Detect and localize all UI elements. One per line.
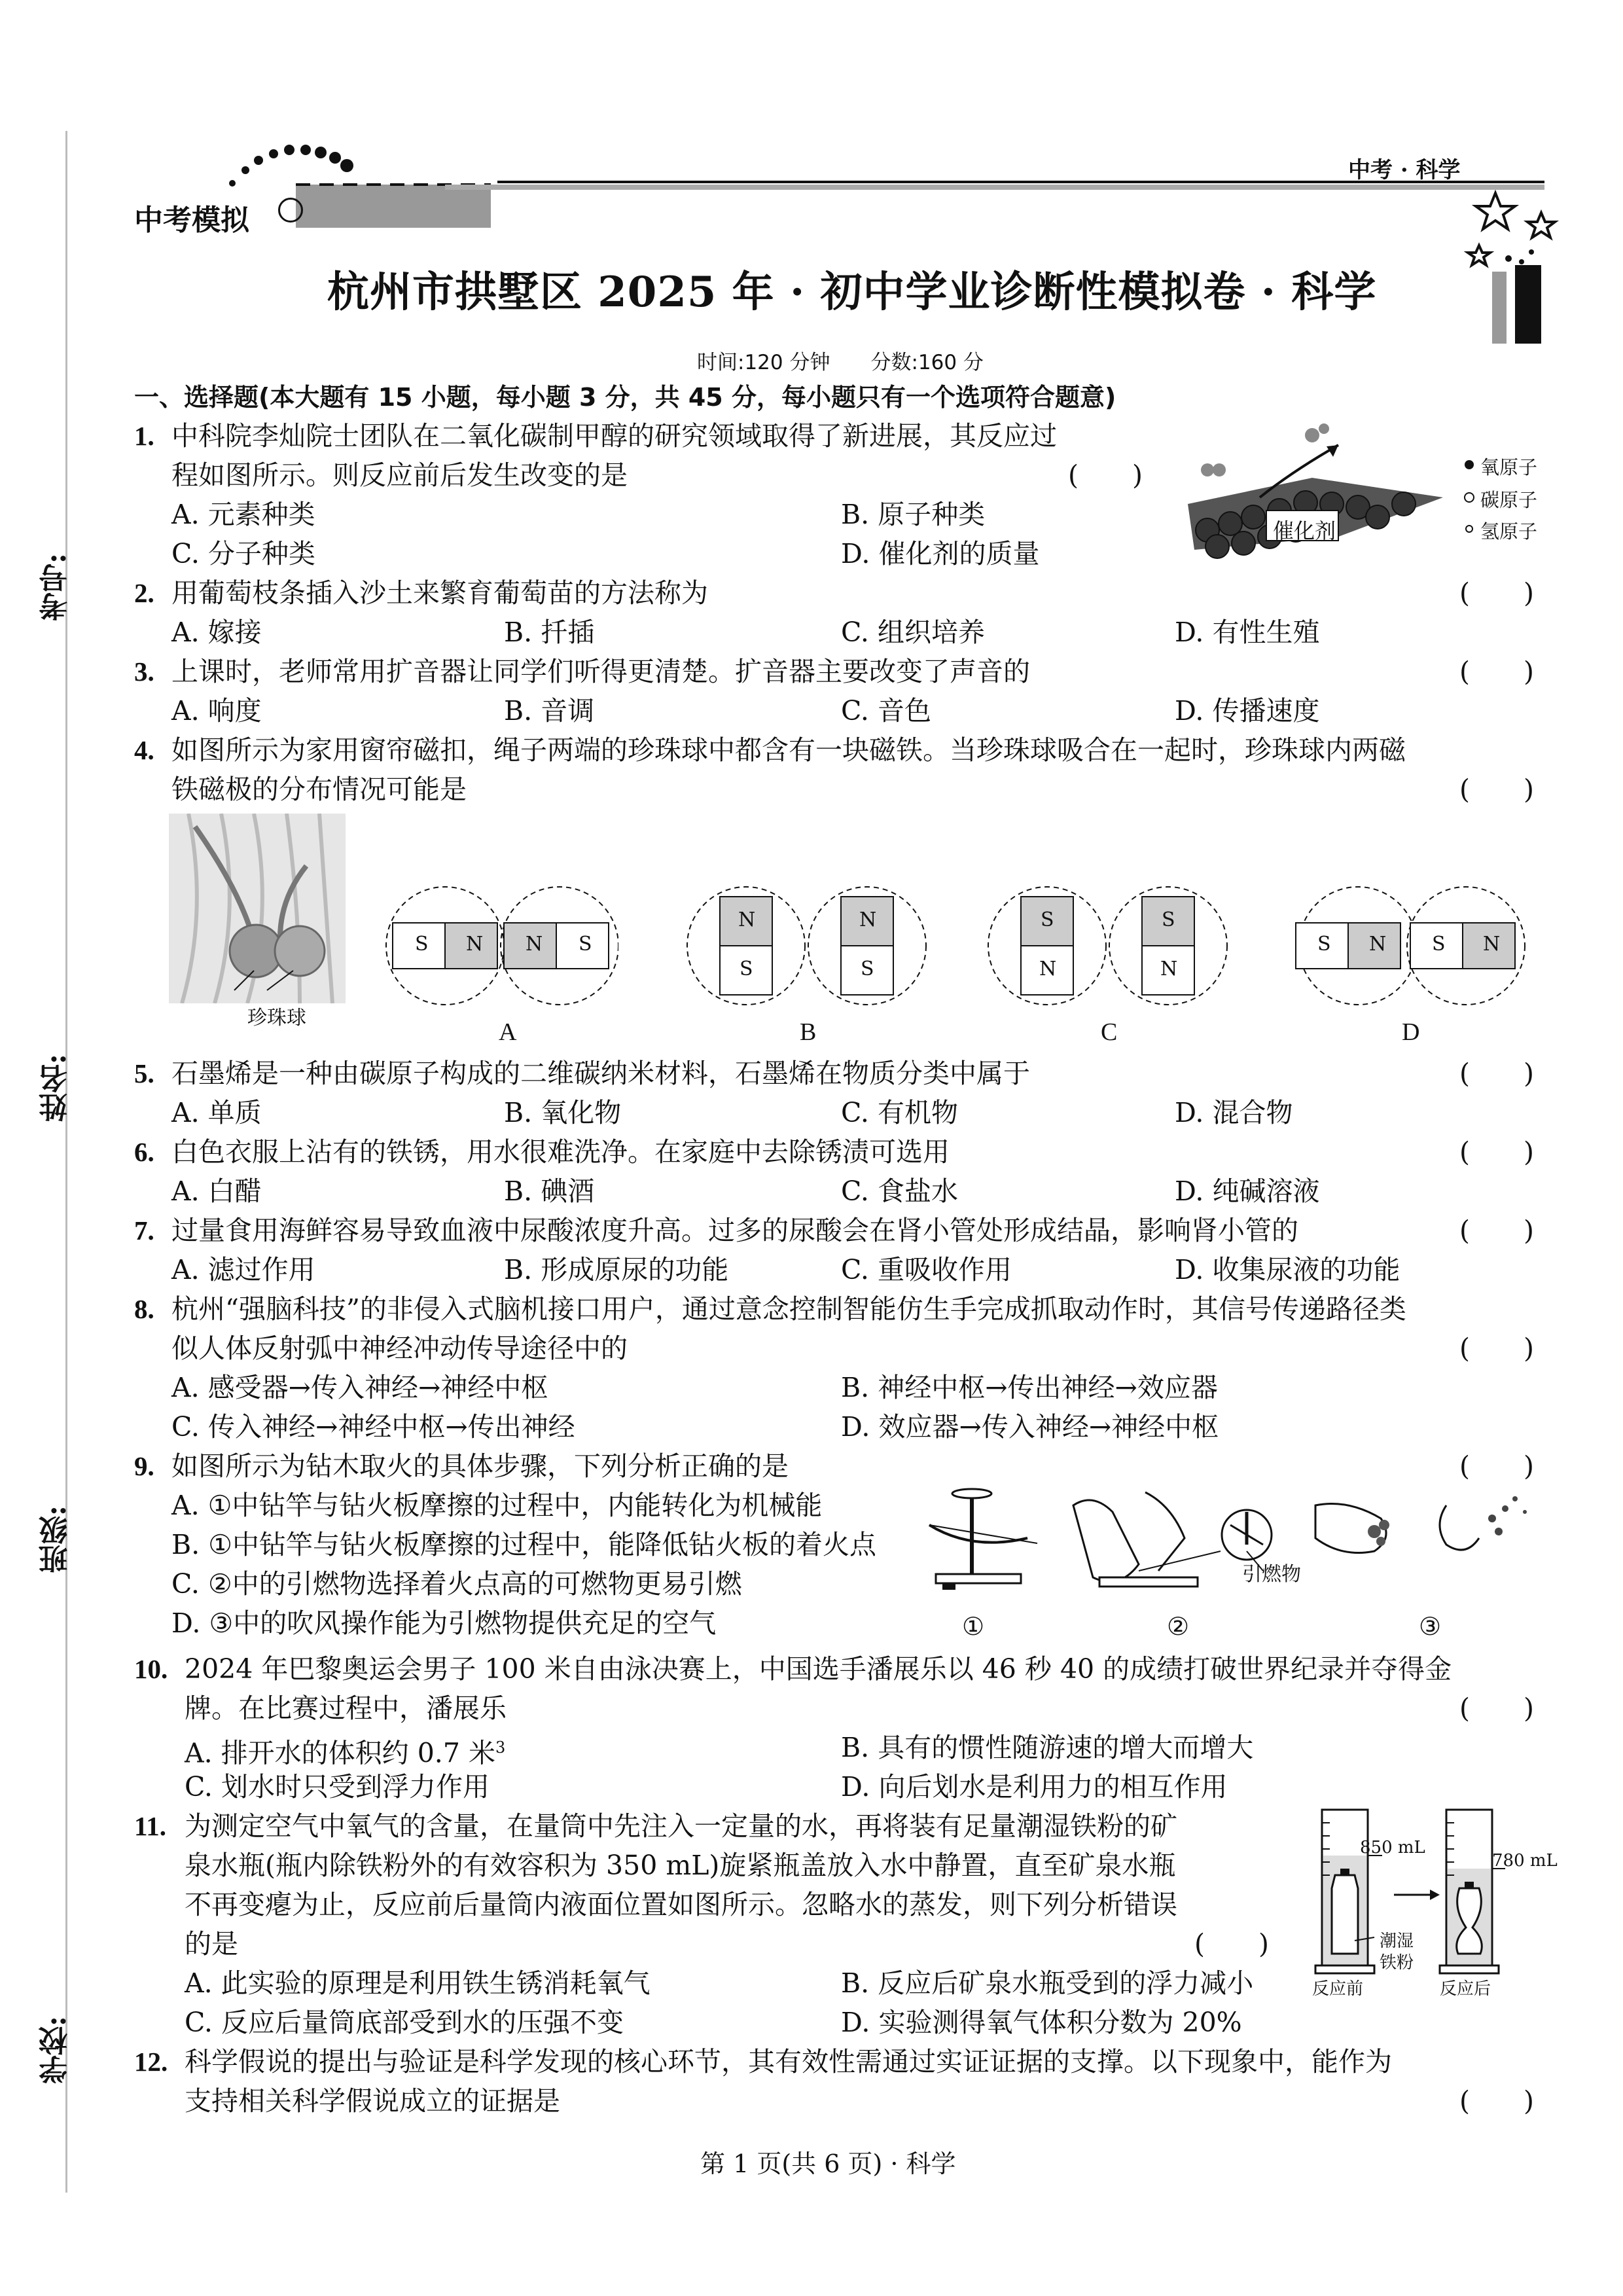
question-number: 3. (134, 656, 154, 687)
pole-label: S (1432, 933, 1446, 956)
pole-label: N (526, 933, 543, 956)
option-a-text: A. 排开水的体积约 0.7 米 (185, 1737, 495, 1769)
option-b[interactable]: B. 碘酒 (504, 1175, 595, 1207)
figure-label-d: D (1402, 1018, 1420, 1046)
option-d[interactable]: D. 有性生殖 (1175, 617, 1320, 648)
option-d[interactable]: D. 效应器→传入神经→神经中枢 (841, 1411, 1219, 1443)
header-tag-right: 中考 · 科学 (1348, 157, 1461, 183)
catalyst-label: 催化剂 (1273, 518, 1336, 543)
class-label: 班级: (39, 1505, 73, 1574)
option-d[interactable]: D. 向后划水是利用力的相互作用 (841, 1771, 1228, 1803)
section-heading: 一、选择题(本大题有 15 小题，每小题 3 分，共 45 分，每小题只有一个选项符合题意) (134, 383, 1116, 412)
option-b[interactable]: B. 原子种类 (841, 499, 986, 530)
option-d[interactable]: D. 催化剂的质量 (841, 538, 1040, 569)
answer-bracket[interactable]: ( ) (1459, 1215, 1534, 1246)
option-b[interactable]: B. 神经中枢→传出神经→效应器 (841, 1372, 1218, 1403)
volume-before: 850 mL (1360, 1838, 1425, 1857)
pole-label: S (1317, 933, 1331, 956)
curtain-photo (169, 814, 346, 1003)
option-b[interactable]: B. 氧化物 (504, 1097, 622, 1128)
header-top-rule-gray (445, 185, 1544, 190)
question-text: 上课时，老师常用扩音器让同学们听得更清楚。扩音器主要改变了声音的 (171, 656, 1030, 687)
legend-oxygen: 氧原子 (1480, 456, 1538, 478)
question-text: 石墨烯是一种由碳原子构成的二维碳纳米材料，石墨烯在物质分类中属于 (171, 1058, 1030, 1089)
option-b[interactable]: B. 形成原尿的功能 (504, 1254, 729, 1285)
magnet-figure-c (985, 880, 1234, 1011)
option-a[interactable]: A. 单质 (171, 1097, 262, 1128)
tinder-label: 引燃物 (1242, 1563, 1301, 1586)
legend-hydrogen: 氢原子 (1480, 520, 1538, 543)
catalyst-diagram (1181, 419, 1482, 576)
question-number: 10. (134, 1654, 168, 1684)
pearl-label: 珍珠球 (247, 1007, 306, 1030)
question-number: 12. (134, 2047, 168, 2077)
step-2-label: ② (1167, 1613, 1190, 1641)
option-a[interactable]: A. 滤过作用 (171, 1254, 315, 1285)
option-c[interactable]: C. 食盐水 (841, 1175, 958, 1207)
option-c[interactable]: C. 分子种类 (171, 538, 315, 569)
pole-label: N (1483, 933, 1501, 956)
stars-icon (1459, 187, 1564, 344)
answer-bracket[interactable]: ( ) (1459, 774, 1534, 805)
superscript: 3 (495, 1738, 506, 1757)
option-d[interactable]: D. ③中的吹风操作能为引燃物提供充足的空气 (171, 1607, 717, 1639)
figure-label-c: C (1101, 1018, 1118, 1046)
answer-bracket[interactable]: ( ) (1459, 1136, 1534, 1168)
question-text: 科学假说的提出与验证是科学发现的核心环节，其有效性需通过实证证据的支撑。以下现象中，能作为 (185, 2046, 1392, 2077)
question-text: 白色衣服上沾有的铁锈，用水很难洗净。在家庭中去除锈渍可选用 (171, 1136, 950, 1168)
answer-bracket[interactable]: ( ) (1459, 1333, 1534, 1364)
option-d[interactable]: D. 收集尿液的功能 (1175, 1254, 1400, 1285)
option-a[interactable]: A. 响度 (171, 695, 262, 726)
question-text: 用葡萄枝条插入沙土来繁育葡萄苗的方法称为 (171, 577, 708, 609)
answer-bracket[interactable]: ( ) (1068, 459, 1143, 491)
question-text: 为测定空气中氧气的含量，在量筒中先注入一定量的水，再将装有足量潮湿铁粉的矿 (185, 1810, 1177, 1842)
cylinder-figure (1309, 1797, 1558, 1993)
answer-bracket[interactable]: ( ) (1194, 1928, 1269, 1960)
question-text: 过量食用海鲜容易导致血液中尿酸浓度升高。过多的尿酸会在肾小管处形成结晶，影响肾小管的 (171, 1215, 1298, 1246)
answer-bracket[interactable]: ( ) (1459, 1058, 1534, 1089)
pole-label: S (861, 958, 874, 980)
answer-bracket[interactable]: ( ) (1459, 656, 1534, 687)
school-label: 学校: (39, 2016, 73, 2085)
time-score: 时间:120 分钟 分数:160 分 (697, 351, 984, 374)
pole-label: S (1041, 908, 1054, 931)
option-c[interactable]: C. 有机物 (841, 1097, 958, 1128)
option-c[interactable]: C. 划水时只受到浮力作用 (185, 1771, 490, 1803)
question-text: 牌。在比赛过程中，潘展乐 (185, 1693, 507, 1724)
pole-label: N (1160, 958, 1178, 980)
page-footer: 第 1 页(共 6 页) · 科学 (700, 2149, 956, 2178)
name-label: 姓名: (39, 1054, 73, 1122)
pole-label: S (415, 933, 429, 956)
option-b[interactable]: B. 音调 (504, 695, 595, 726)
question-number: 6. (134, 1137, 154, 1167)
question-number: 9. (134, 1451, 154, 1481)
magnet-figure-b (684, 880, 933, 1011)
option-c[interactable]: C. 反应后量筒底部受到水的压强不变 (185, 2007, 624, 2038)
question-number: 1. (134, 421, 154, 451)
header-tag-circle (278, 198, 303, 223)
option-a[interactable]: A. 感受器→传入神经→神经中枢 (171, 1372, 548, 1403)
option-a[interactable]: A. ①中钻竿与钻火板摩擦的过程中，内能转化为机械能 (171, 1490, 823, 1521)
option-c[interactable]: C. 重吸收作用 (841, 1254, 1012, 1285)
fire-drill-figure (923, 1479, 1551, 1610)
question-text: 杭州“强脑科技”的非侵入式脑机接口用户，通过意念控制智能仿生手完成抓取动作时，其信号传递路径类 (171, 1293, 1406, 1325)
question-number: 5. (134, 1058, 154, 1088)
iron-label-2: 铁粉 (1380, 1953, 1414, 1973)
pole-label: N (859, 908, 877, 931)
after-label: 反应后 (1440, 1979, 1491, 1999)
iron-label-1: 潮湿 (1380, 1931, 1414, 1951)
legend-carbon: 碳原子 (1480, 489, 1538, 511)
header-tag-left: 中考模拟 (134, 204, 249, 237)
question-number: 4. (134, 735, 154, 765)
pole-label: N (1039, 958, 1057, 980)
answer-bracket[interactable]: ( ) (1459, 577, 1534, 609)
option-a[interactable]: A. 此实验的原理是利用铁生锈消耗氧气 (185, 1967, 651, 1999)
question-number: 7. (134, 1215, 154, 1246)
option-a[interactable] (185, 1729, 505, 1772)
option-b[interactable]: B. ①中钻竿与钻火板摩擦的过程中，能降低钻火板的着火点 (171, 1529, 876, 1560)
option-c[interactable]: C. 传入神经→神经中枢→传出神经 (171, 1411, 575, 1443)
option-d[interactable]: D. 实验测得氧气体积分数为 20% (841, 2007, 1242, 2038)
question-number: 8. (134, 1294, 154, 1324)
question-text: 如图所示为钻木取火的具体步骤，下列分析正确的是 (171, 1450, 789, 1482)
answer-bracket[interactable]: ( ) (1459, 2085, 1534, 2117)
question-text: 泉水瓶(瓶内除铁粉外的有效容积为 350 mL)旋紧瓶盖放入水中静置，直至矿泉水瓶 (185, 1850, 1176, 1881)
magnet-option-c[interactable] (985, 880, 1234, 1011)
step-3-label: ③ (1419, 1613, 1442, 1641)
magnet-option-b[interactable] (684, 880, 933, 1011)
answer-bracket[interactable]: ( ) (1459, 1693, 1534, 1724)
exam-title: 杭州市拱墅区 2025 年 · 初中学业诊断性模拟卷 · 科学 (327, 268, 1377, 317)
option-a[interactable]: A. 嫁接 (171, 617, 262, 648)
pole-label: N (738, 908, 756, 931)
question-text: 似人体反射弧中神经冲动传导途径中的 (171, 1333, 628, 1364)
pole-label: N (1369, 933, 1387, 956)
pole-label: N (466, 933, 484, 956)
exam-number-label: 考号: (39, 553, 73, 622)
question-text: 铁磁极的分布情况可能是 (171, 774, 467, 805)
question-number: 11. (134, 1811, 166, 1841)
option-c[interactable]: C. 音色 (841, 695, 931, 726)
question-text: 程如图所示。则反应前后发生改变的是 (171, 459, 628, 491)
figure-label-b: B (800, 1018, 817, 1046)
question-text: 如图所示为家用窗帘磁扣，绳子两端的珍珠球中都含有一块磁铁。当珍珠球吸合在一起时，珍珠球内两磁 (171, 734, 1406, 766)
option-a[interactable]: A. 元素种类 (171, 499, 315, 530)
figure-label-a: A (499, 1018, 517, 1046)
option-c[interactable]: C. ②中的引燃物选择着火点高的可燃物更易引燃 (171, 1568, 742, 1600)
option-a[interactable]: A. 白醋 (171, 1175, 262, 1207)
question-text: 中科院李灿院士团队在二氧化碳制甲醇的研究领域取得了新进展，其反应过 (171, 420, 1057, 452)
volume-after: 780 mL (1492, 1851, 1558, 1871)
before-label: 反应前 (1312, 1979, 1364, 1999)
option-b[interactable]: B. 扦插 (504, 617, 595, 648)
pole-label: S (1162, 908, 1175, 931)
option-b[interactable]: B. 反应后矿泉水瓶受到的浮力减小 (841, 1967, 1254, 1999)
answer-bracket[interactable]: ( ) (1459, 1450, 1534, 1482)
pole-label: S (579, 933, 592, 956)
question-text: 的是 (185, 1928, 238, 1960)
option-c[interactable]: C. 组织培养 (841, 617, 985, 648)
question-text: 2024 年巴黎奥运会男子 100 米自由泳决赛上，中国选手潘展乐以 46 秒 40 的成绩打破世界纪录并夺得金 (185, 1653, 1452, 1685)
option-b[interactable]: B. 具有的惯性随游速的增大而增大 (841, 1732, 1254, 1763)
question-text: 支持相关科学假说成立的证据是 (185, 2085, 560, 2117)
pole-label: S (740, 958, 753, 980)
question-text: 不再变瘪为止，反应前后量筒内液面位置如图所示。忽略水的蒸发，则下列分析错误 (185, 1889, 1177, 1920)
option-d[interactable]: D. 混合物 (1175, 1097, 1293, 1128)
step-1-label: ① (962, 1613, 985, 1641)
option-d[interactable]: D. 纯碱溶液 (1175, 1175, 1320, 1207)
binding-line (65, 131, 67, 2193)
question-number: 2. (134, 578, 154, 608)
option-d[interactable]: D. 传播速度 (1175, 695, 1320, 726)
